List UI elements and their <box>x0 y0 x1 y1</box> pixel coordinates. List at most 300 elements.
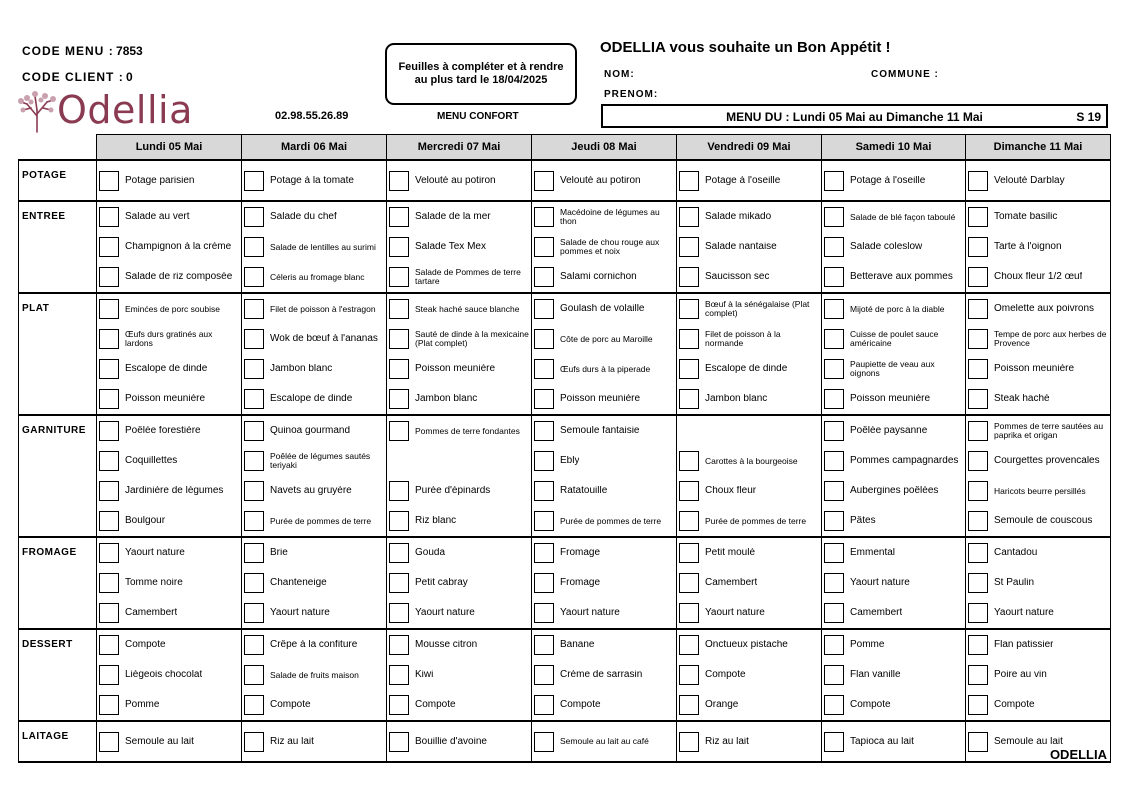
dish-name: Flan patissier <box>994 640 1054 650</box>
day-header: Lundi 05 Mai <box>97 135 242 161</box>
dish-checkbox[interactable] <box>99 695 119 715</box>
dish-checkbox[interactable] <box>389 732 409 752</box>
dish-checkbox[interactable] <box>534 329 554 349</box>
dish-name: Poisson meunière <box>560 394 641 404</box>
dish-cell <box>97 384 242 415</box>
dish-name: Poire au vin <box>994 670 1047 680</box>
dish-name: Saucisson sec <box>705 272 770 282</box>
dish-checkbox[interactable] <box>244 329 264 349</box>
dish-checkbox[interactable] <box>968 171 988 191</box>
dish-checkbox[interactable] <box>389 359 409 379</box>
dish-checkbox[interactable] <box>99 511 119 531</box>
dish-checkbox[interactable] <box>824 421 844 441</box>
dish-checkbox[interactable] <box>534 543 554 563</box>
dish-checkbox[interactable] <box>534 635 554 655</box>
dish-checkbox[interactable] <box>968 451 988 471</box>
dish-checkbox[interactable] <box>824 451 844 471</box>
corner-cell <box>19 135 97 161</box>
dish-cell <box>242 446 387 476</box>
dish-checkbox[interactable] <box>389 171 409 191</box>
dish-checkbox[interactable] <box>824 732 844 752</box>
dish-cell <box>966 384 1111 415</box>
dish-checkbox[interactable] <box>389 573 409 593</box>
dish-checkbox[interactable] <box>824 665 844 685</box>
dish-checkbox[interactable] <box>534 237 554 257</box>
dish-checkbox[interactable] <box>968 573 988 593</box>
day-header: Mardi 06 Mai <box>242 135 387 161</box>
code-menu <box>22 44 143 58</box>
dish-checkbox[interactable] <box>968 695 988 715</box>
dish-cell <box>822 660 966 690</box>
dish-checkbox[interactable] <box>968 329 988 349</box>
dish-checkbox[interactable] <box>534 732 554 752</box>
dish-name: Tomme noire <box>125 578 183 588</box>
dish-checkbox[interactable] <box>244 171 264 191</box>
dish-checkbox[interactable] <box>824 389 844 409</box>
dish-cell <box>387 384 532 415</box>
dish-cell <box>242 324 387 354</box>
dish-name: Onctueux pistache <box>705 640 788 650</box>
code-menu-label: CODE MENU <box>22 44 105 58</box>
dish-checkbox[interactable] <box>679 665 699 685</box>
dish-checkbox[interactable] <box>534 359 554 379</box>
dish-cell <box>532 568 677 598</box>
dish-checkbox[interactable] <box>968 299 988 319</box>
dish-cell <box>387 721 532 762</box>
dish-checkbox[interactable] <box>968 603 988 623</box>
dish-name: Camembert <box>705 578 758 588</box>
dish-name: Velouté Darblay <box>994 175 1065 186</box>
dish-cell <box>532 690 677 721</box>
dish-checkbox[interactable] <box>534 603 554 623</box>
dish-name: Salade mikado <box>705 212 772 222</box>
dish-cell <box>387 232 532 262</box>
dish-name: Poêlée de légumes sautés teriyaki <box>270 452 371 470</box>
dish-cell <box>532 721 677 762</box>
dish-name: Potage à l'oseille <box>705 175 781 186</box>
dish-name: Eminćes de porc soubise <box>125 304 220 314</box>
dish-name: Chanteneige <box>270 578 327 588</box>
dish-checkbox[interactable] <box>534 207 554 227</box>
dish-checkbox[interactable] <box>824 543 844 563</box>
dish-cell <box>677 598 822 629</box>
dish-name: Champignon à la crème <box>125 242 232 252</box>
dish-name: Jardinière de légumes <box>125 486 224 496</box>
dish-checkbox[interactable] <box>99 543 119 563</box>
dish-name: Pommes campagnardes <box>850 456 959 466</box>
dish-checkbox[interactable] <box>679 481 699 501</box>
dish-checkbox[interactable] <box>99 665 119 685</box>
menu-row <box>19 415 1111 446</box>
dish-checkbox[interactable] <box>534 481 554 501</box>
dish-name: Camembert <box>850 608 903 618</box>
dish-checkbox[interactable] <box>679 603 699 623</box>
dish-cell <box>97 598 242 629</box>
dish-checkbox[interactable] <box>679 237 699 257</box>
week-number: S 19 <box>1076 110 1101 124</box>
dish-checkbox[interactable] <box>679 359 699 379</box>
dish-name: Velouté au potiron <box>415 175 496 186</box>
dish-checkbox[interactable] <box>244 299 264 319</box>
dish-cell <box>966 690 1111 721</box>
dish-checkbox[interactable] <box>99 207 119 227</box>
dish-name: Haricots beurre persillés <box>994 486 1086 496</box>
dish-cell <box>97 160 242 201</box>
dish-cell <box>966 476 1111 506</box>
menu-row <box>19 476 1111 506</box>
category-label: GARNITURE <box>19 415 97 537</box>
category-label: POTAGE <box>19 160 97 201</box>
dish-checkbox[interactable] <box>99 732 119 752</box>
notice-line2: au plus tard le 18/04/2025 <box>414 74 548 86</box>
dish-name: Steak haché sauce blanche <box>415 304 520 314</box>
dish-name: Omelette aux poivrons <box>994 304 1095 314</box>
dish-cell <box>242 262 387 293</box>
dish-checkbox[interactable] <box>968 665 988 685</box>
dish-name: Salade nantaise <box>705 242 777 252</box>
dish-cell <box>532 324 677 354</box>
dish-checkbox[interactable] <box>389 237 409 257</box>
dish-cell <box>242 384 387 415</box>
dish-checkbox[interactable] <box>389 543 409 563</box>
dish-checkbox[interactable] <box>244 511 264 531</box>
dish-cell <box>822 201 966 232</box>
dish-checkbox[interactable] <box>389 329 409 349</box>
dish-cell <box>822 415 966 446</box>
dish-checkbox[interactable] <box>968 543 988 563</box>
dish-cell <box>822 568 966 598</box>
dish-checkbox[interactable] <box>968 237 988 257</box>
dish-cell <box>966 537 1111 568</box>
dish-cell <box>532 293 677 324</box>
dish-name: Petit cabray <box>415 578 468 588</box>
menu-row <box>19 324 1111 354</box>
dish-cell <box>677 201 822 232</box>
dish-checkbox[interactable] <box>244 543 264 563</box>
dish-checkbox[interactable] <box>99 359 119 379</box>
tree-icon <box>17 90 57 134</box>
dish-checkbox[interactable] <box>244 359 264 379</box>
dish-checkbox[interactable] <box>824 359 844 379</box>
dish-name: Choux fleur 1/2 œuf <box>994 272 1083 282</box>
dish-cell <box>387 506 532 537</box>
dish-cell <box>822 324 966 354</box>
dish-name: Paupiette de veau aux oignons <box>850 360 935 378</box>
dish-checkbox[interactable] <box>824 511 844 531</box>
dish-cell <box>97 537 242 568</box>
dish-checkbox[interactable] <box>244 389 264 409</box>
dish-name: Riz au lait <box>270 736 314 747</box>
dish-checkbox[interactable] <box>534 695 554 715</box>
dish-cell <box>822 476 966 506</box>
dish-cell <box>532 354 677 384</box>
dish-checkbox[interactable] <box>389 665 409 685</box>
dish-checkbox[interactable] <box>99 237 119 257</box>
dish-checkbox[interactable] <box>244 451 264 471</box>
dish-checkbox[interactable] <box>389 299 409 319</box>
dish-checkbox[interactable] <box>244 237 264 257</box>
dish-checkbox[interactable] <box>968 389 988 409</box>
dish-cell <box>97 415 242 446</box>
menu-row <box>19 598 1111 629</box>
dish-checkbox[interactable] <box>534 665 554 685</box>
dish-checkbox[interactable] <box>679 573 699 593</box>
dish-cell <box>387 629 532 660</box>
dish-checkbox[interactable] <box>244 421 264 441</box>
dish-checkbox[interactable] <box>679 511 699 531</box>
dish-checkbox[interactable] <box>534 421 554 441</box>
dish-checkbox[interactable] <box>968 732 988 752</box>
dish-name: Potage à l'oseille <box>850 175 926 186</box>
dish-checkbox[interactable] <box>679 299 699 319</box>
category-label: DESSERT <box>19 629 97 721</box>
dish-cell <box>387 598 532 629</box>
dish-name: Compote <box>850 700 891 710</box>
dish-cell <box>677 568 822 598</box>
dish-checkbox[interactable] <box>679 732 699 752</box>
phone-number: 02.98.55.26.89 <box>275 110 349 122</box>
dish-cell <box>822 598 966 629</box>
dish-checkbox[interactable] <box>389 481 409 501</box>
dish-cell <box>677 721 822 762</box>
dish-checkbox[interactable] <box>99 267 119 287</box>
dish-checkbox[interactable] <box>534 511 554 531</box>
day-header: Vendredi 09 Mai <box>677 135 822 161</box>
dish-checkbox[interactable] <box>534 267 554 287</box>
dish-checkbox[interactable] <box>99 389 119 409</box>
dish-checkbox[interactable] <box>99 481 119 501</box>
dish-checkbox[interactable] <box>534 389 554 409</box>
dish-name: Velouté au potiron <box>560 175 641 186</box>
dish-name: Compote <box>560 700 601 710</box>
dish-name: Potage parisien <box>125 175 195 186</box>
dish-checkbox[interactable] <box>824 603 844 623</box>
dish-name: Cuisse de poulet sauce américaine <box>850 330 939 348</box>
dish-checkbox[interactable] <box>244 207 264 227</box>
dish-cell <box>677 324 822 354</box>
dish-checkbox[interactable] <box>824 267 844 287</box>
dish-cell <box>966 568 1111 598</box>
dish-name: Purée d'épinards <box>415 486 491 496</box>
dish-checkbox[interactable] <box>679 695 699 715</box>
dish-name: Salade de blé façon taboulé <box>850 212 956 222</box>
dish-cell <box>966 324 1111 354</box>
dish-cell <box>966 629 1111 660</box>
dish-cell <box>387 354 532 384</box>
dish-checkbox[interactable] <box>679 389 699 409</box>
dish-cell <box>822 160 966 201</box>
dish-checkbox[interactable] <box>679 171 699 191</box>
dish-name: Pomme <box>125 700 160 710</box>
day-header: Jeudi 08 Mai <box>532 135 677 161</box>
dish-name: Œufs durs gratinés aux lardons <box>125 330 213 348</box>
dish-name: Ebly <box>560 456 580 466</box>
dish-checkbox[interactable] <box>968 267 988 287</box>
dish-name: Steak haché <box>994 394 1050 404</box>
dish-name: Brie <box>270 548 288 558</box>
dish-cell <box>242 690 387 721</box>
dish-checkbox[interactable] <box>679 207 699 227</box>
dish-checkbox[interactable] <box>968 635 988 655</box>
dish-cell <box>677 506 822 537</box>
dish-checkbox[interactable] <box>244 573 264 593</box>
dish-cell <box>242 721 387 762</box>
dish-checkbox[interactable] <box>244 695 264 715</box>
dish-name: Bouillie d'avoine <box>415 736 487 747</box>
dish-cell <box>966 201 1111 232</box>
dish-cell <box>822 690 966 721</box>
dish-checkbox[interactable] <box>824 329 844 349</box>
dish-cell <box>677 537 822 568</box>
dish-checkbox[interactable] <box>389 695 409 715</box>
dish-checkbox[interactable] <box>244 635 264 655</box>
dish-name: Banane <box>560 640 595 650</box>
dish-name: Carottes à la bourgeoise <box>705 456 798 466</box>
dish-name: Yaourt nature <box>270 608 330 618</box>
menu-row <box>19 232 1111 262</box>
dish-name: Navets au gruyère <box>270 486 352 496</box>
dish-name: Salade de chou rouge aux pommes et noix <box>560 238 660 256</box>
dish-checkbox[interactable] <box>679 543 699 563</box>
dish-checkbox[interactable] <box>99 451 119 471</box>
dish-name: Poisson meunière <box>994 364 1075 374</box>
dish-cell <box>97 354 242 384</box>
dish-checkbox[interactable] <box>679 635 699 655</box>
dish-cell <box>966 598 1111 629</box>
dish-name: Courgettes provencales <box>994 456 1100 466</box>
dish-name: Yaourt nature <box>705 608 765 618</box>
dish-checkbox[interactable] <box>824 207 844 227</box>
dish-checkbox[interactable] <box>389 421 409 441</box>
dish-checkbox[interactable] <box>389 635 409 655</box>
dish-cell <box>532 384 677 415</box>
menu-grid <box>18 134 1111 763</box>
dish-cell <box>966 660 1111 690</box>
nom-label: NOM: <box>604 69 635 80</box>
dish-cell <box>97 446 242 476</box>
menu-period-box <box>601 104 1108 128</box>
dish-checkbox[interactable] <box>824 299 844 319</box>
dish-name: Salade de fruits maison <box>270 670 359 680</box>
dish-name: Compote <box>705 670 746 680</box>
dish-checkbox[interactable] <box>99 573 119 593</box>
dish-cell <box>387 201 532 232</box>
category-label: FROMAGE <box>19 537 97 629</box>
dish-checkbox[interactable] <box>824 695 844 715</box>
dish-cell <box>822 293 966 324</box>
dish-checkbox[interactable] <box>679 451 699 471</box>
dish-cell <box>532 506 677 537</box>
dish-checkbox[interactable] <box>244 732 264 752</box>
dish-cell <box>242 476 387 506</box>
menu-row <box>19 446 1111 476</box>
dish-name: Boulgour <box>125 516 166 526</box>
dish-checkbox[interactable] <box>244 481 264 501</box>
dish-checkbox[interactable] <box>968 511 988 531</box>
dish-name: Emmental <box>850 548 896 558</box>
dish-name: Ratatouille <box>560 486 608 496</box>
dish-name: Orange <box>705 700 739 710</box>
dish-name: Sauté de dinde à la mexicaine (Plat complet) <box>415 330 529 348</box>
dish-cell <box>677 160 822 201</box>
dish-checkbox[interactable] <box>968 359 988 379</box>
dish-cell <box>97 324 242 354</box>
dish-name: Escalope de dinde <box>705 364 788 374</box>
dish-name: Wok de bœuf à l'ananas <box>270 334 378 344</box>
dish-checkbox[interactable] <box>389 389 409 409</box>
dish-cell <box>97 293 242 324</box>
dish-checkbox[interactable] <box>679 267 699 287</box>
dish-name: Poisson meunière <box>415 364 496 374</box>
dish-checkbox[interactable] <box>99 635 119 655</box>
dish-checkbox[interactable] <box>244 267 264 287</box>
dish-checkbox[interactable] <box>534 573 554 593</box>
menu-row <box>19 660 1111 690</box>
dish-cell <box>387 324 532 354</box>
dish-checkbox[interactable] <box>824 573 844 593</box>
dish-cell <box>242 660 387 690</box>
dish-checkbox[interactable] <box>389 603 409 623</box>
dish-checkbox[interactable] <box>534 451 554 471</box>
dish-name: Compote <box>125 640 166 650</box>
menu-row <box>19 384 1111 415</box>
code-client-value: : 0 <box>118 70 133 84</box>
dish-name: Liégeois chocolat <box>125 670 203 680</box>
dish-checkbox[interactable] <box>389 267 409 287</box>
menu-row <box>19 537 1111 568</box>
dish-name: Salade de Pommes de terre tartare <box>415 268 521 286</box>
dish-checkbox[interactable] <box>244 665 264 685</box>
dish-checkbox[interactable] <box>244 603 264 623</box>
dish-checkbox[interactable] <box>534 299 554 319</box>
dish-cell <box>387 293 532 324</box>
dish-checkbox[interactable] <box>99 171 119 191</box>
dish-checkbox[interactable] <box>389 511 409 531</box>
dish-checkbox[interactable] <box>99 603 119 623</box>
dish-name: Jambon blanc <box>705 394 768 404</box>
dish-cell <box>387 568 532 598</box>
dish-name: Poêlée paysanne <box>850 426 928 436</box>
dish-cell <box>966 160 1111 201</box>
dish-name: Pomme <box>850 640 885 650</box>
dish-checkbox[interactable] <box>824 171 844 191</box>
dish-name: Mijoté de porc à la diable <box>850 304 945 314</box>
dish-checkbox[interactable] <box>824 237 844 257</box>
dish-name: Jambon blanc <box>270 364 333 374</box>
dish-checkbox[interactable] <box>968 421 988 441</box>
dish-checkbox[interactable] <box>389 207 409 227</box>
dish-name: St Paulin <box>994 578 1035 588</box>
dish-cell <box>97 476 242 506</box>
dish-cell <box>387 160 532 201</box>
dish-checkbox[interactable] <box>824 635 844 655</box>
dish-checkbox[interactable] <box>824 481 844 501</box>
dish-cell <box>387 660 532 690</box>
dish-checkbox[interactable] <box>968 481 988 501</box>
dish-checkbox[interactable] <box>679 329 699 349</box>
dish-checkbox[interactable] <box>99 299 119 319</box>
dish-cell <box>97 629 242 660</box>
dish-checkbox[interactable] <box>99 329 119 349</box>
dish-checkbox[interactable] <box>968 207 988 227</box>
dish-cell <box>677 293 822 324</box>
dish-cell <box>677 262 822 293</box>
dish-checkbox[interactable] <box>99 421 119 441</box>
dish-cell <box>97 690 242 721</box>
dish-name: Potage à la tomate <box>270 175 354 186</box>
menu-row <box>19 568 1111 598</box>
dish-checkbox[interactable] <box>534 171 554 191</box>
